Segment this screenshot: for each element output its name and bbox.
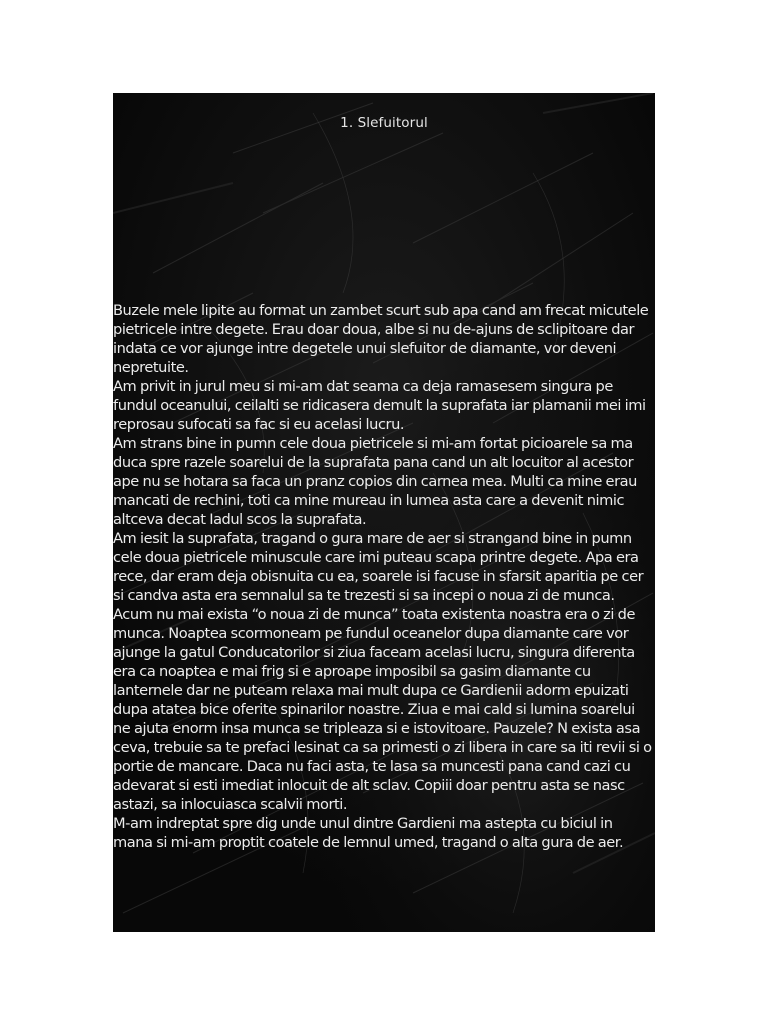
paragraph: Am iesit la suprafata, tragand o gura mare de aer si strangand bine in pumn cele doua pietricele minuscule care imi puteau scapa printre degete. Apa era rece, dar eram deja obisnuita cu ea, soarele isi facuse in sfarsit aparitia pe cer si candva asta era semnalul sa te trezesti si sa incepi o noua zi de munca. Acum nu mai exista “o noua zi de munca” toata existenta noastra era o zi de munca. Noaptea scormoneam pe fundul oceanelor dupa diamante care vor ajunge la gatul Conducatorilor si ziua faceam acelasi lucru, singura diferenta era ca noaptea e mai frig si e aproape imposibil sa gasim diamante cu lanternele dar ne puteam relaxa mai mult dupa ce Gardienii adorm epuizati dupa atatea bice oferite spinarilor noastre. Ziua e mai cald si lumina soarelui ne ajuta enorm insa munca se tripleaza si e istovitoare. Pauzele? N exista asa ceva, trebuie sa te prefaci lesinat ca sa primesti o zi libera in care sa iti revii si o portie de mancare. Daca nu faci asta, te lasa sa muncesti pana cand cazi cu adevarat si esti imediat inlocuit de alt sclav. Copiii doar pentru asta se nasc astazi, sa inlocuiasca scalvii morti. <box>113 530 652 813</box>
document-page <box>113 93 655 932</box>
paragraph: Am strans bine in pumn cele doua pietricele si mi-am fortat picioarele sa ma duca spre razele soarelui de la suprafata pana cand un alt locuitor al acestor ape nu se hotara sa faca un pranz copios din carnea mea. Multi ca mine erau mancati de rechini, toti ca mine mureau in lumea asta care a devenit nimic altceva decat Iadul scos la suprafata. <box>113 435 637 528</box>
paragraph: Am privit in jurul meu si mi-am dat seama ca deja ramasesem singura pe fundul oceanului, ceilalti se ridicasera demult la suprafata iar plamanii mei imi reprosau sufocati sa fac si eu acelasi lucru. <box>113 378 646 433</box>
chapter-title: 1. Slefuitorul <box>340 115 428 131</box>
paragraph: M-am indreptat spre dig unde unul dintre Gardieni ma astepta cu biciul in mana si mi-am proptit coatele de lemnul umed, tragand o alta gura de aer. <box>113 815 624 851</box>
paragraph: Buzele mele lipite au format un zambet scurt sub apa cand am frecat micutele pietricele intre degete. Erau doar doua, albe si nu de-ajuns de sclipitoare dar indata ce vor ajunge intre degetele unui slefuitor de diamante, vor deveni nepretuite. <box>113 302 649 376</box>
story-text <box>113 301 655 852</box>
